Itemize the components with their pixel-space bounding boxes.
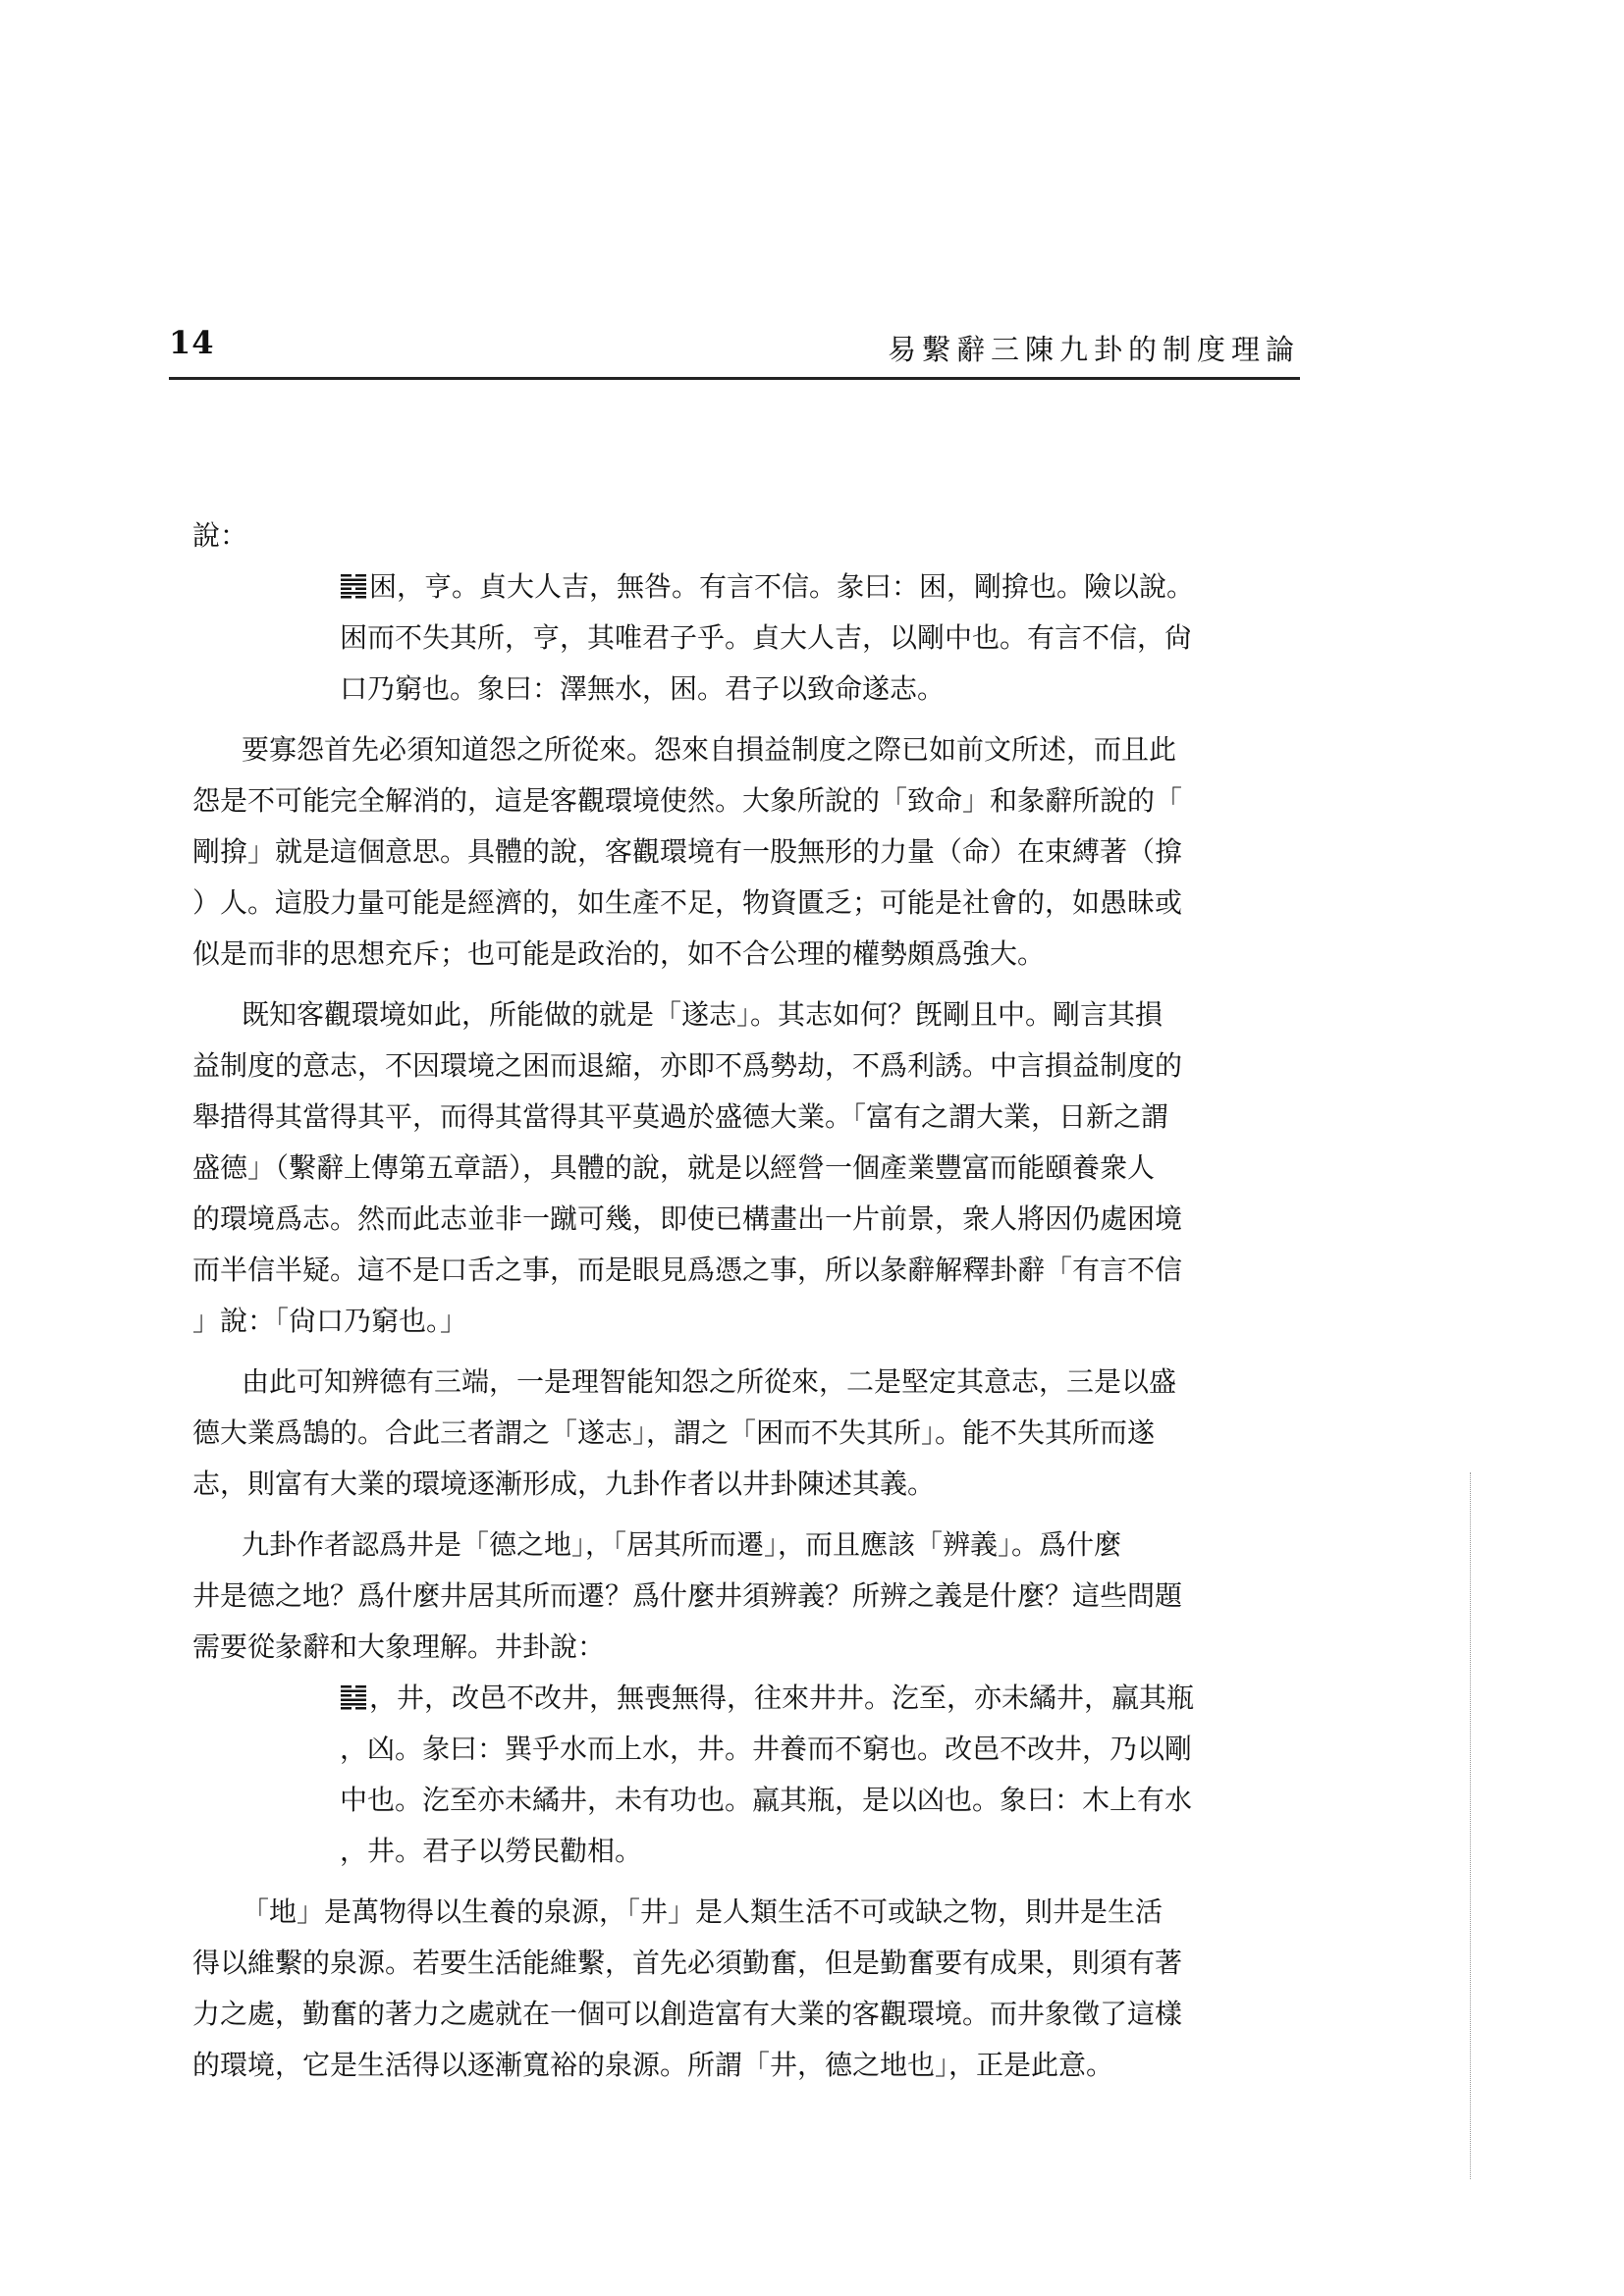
paragraph-gap — [192, 980, 1253, 989]
hexagram-kun-icon — [340, 573, 367, 599]
quote-line-with-hexagram — [192, 561, 1253, 613]
text-line: 似是而非的思想充斥；也可能是政治的，如不合公理的權勢頗爲強大。 — [192, 937, 1046, 970]
paragraph-first-line: 「地」是萬物得以生養的泉源，「井」是人類生活不可或缺之物，則井是生活 — [242, 1896, 1164, 1928]
quote-line: 困而不失其所，亨，其唯君子乎。貞大人吉，以剛中也。有言不信，尙 — [340, 621, 1193, 654]
paragraph-gap — [192, 715, 1253, 724]
text-line: 益制度的意志，不因環境之困而退縮，亦即不爲勢劫，不爲利誘。中言損益制度的 — [192, 1049, 1183, 1082]
text-line: 說： — [192, 519, 248, 552]
text-line: ）人。這股力量可能是經濟的，如生產不足，物資匱乏；可能是社會的，如愚昧或 — [192, 886, 1183, 919]
text-line: 力之處，勤奮的著力之處就在一個可以創造富有大業的客觀環境。而井象徵了這樣 — [192, 1998, 1183, 2030]
quote-line: 口乃窮也。象曰：澤無水，困。君子以致命遂志。 — [340, 672, 946, 705]
text-line: 盛德」（繫辭上傳第五章語），具體的說，就是以經營一個產業豐富而能頤養衆人 — [192, 1151, 1156, 1184]
quote-text: ，井，改邑不改井，無喪無得，往來井井。汔至，亦未繘井，羸其瓶 — [369, 1682, 1195, 1714]
scan-margin-line — [1470, 1472, 1471, 2179]
text-line: 志，則富有大業的環境逐漸形成，九卦作者以井卦陳述其義。 — [192, 1468, 936, 1500]
running-head — [169, 320, 1300, 377]
paragraph-first-line: 九卦作者認爲井是「德之地」，「居其所而遷」，而且應該「辨義」。爲什麼 — [242, 1528, 1122, 1561]
paragraph-first-line: 要寡怨首先必須知道怨之所從來。怨來自損益制度之際已如前文所述，而且此 — [242, 733, 1177, 766]
text-line: 而半信半疑。這不是口舌之事，而是眼見爲憑之事，所以彖辭解釋卦辭「有言不信 — [192, 1254, 1183, 1286]
paragraph-gap — [192, 1510, 1253, 1520]
quote-line: ，凶。彖曰：巽乎水而上水，井。井養而不窮也。改邑不改井，乃以剛 — [340, 1733, 1193, 1765]
quote-line-with-hexagram — [192, 1673, 1253, 1724]
paragraph-gap — [192, 1347, 1253, 1357]
text-line: 的環境爲志。然而此志並非一蹴可幾，即使已構畫出一片前景，衆人將因仍處困境 — [192, 1202, 1183, 1235]
text-line: 需要從彖辭和大象理解。井卦說： — [192, 1630, 606, 1663]
text-line: 得以維繫的泉源。若要生活能維繫，首先必須勤奮，但是勤奮要有成果，則須有著 — [192, 1947, 1183, 1979]
text-line: 剛揜」就是這個意思。具體的說，客觀環境有一股無形的力量（命）在束縛著（揜 — [192, 835, 1183, 868]
header-rule — [169, 377, 1300, 380]
quote-line: 中也。汔至亦未繘井，未有功也。羸其瓶，是以凶也。象曰：木上有水 — [340, 1784, 1193, 1816]
page-number: 14 — [169, 324, 215, 361]
text-line: 怨是不可能完全解消的，這是客觀環境使然。大象所說的「致命」和彖辭所說的「 — [192, 784, 1183, 817]
text-line: 」說：「尙口乃窮也。」 — [192, 1305, 468, 1337]
quote-line: ，井。君子以勞民勸相。 — [340, 1835, 643, 1867]
text-line: 井是德之地？爲什麼井居其所而遷？爲什麼井須辨義？所辨之義是什麼？這些問題 — [192, 1579, 1183, 1612]
text-line: 德大業爲鵠的。合此三者謂之「遂志」，謂之「困而不失其所」。能不失其所而遂 — [192, 1416, 1156, 1449]
book-title: 易繫辭三陳九卦的制度理論 — [887, 333, 1300, 366]
text-line: 舉措得其當得其平，而得其當得其平莫過於盛德大業。「富有之謂大業，日新之謂 — [192, 1100, 1169, 1133]
paragraph-gap — [192, 1877, 1253, 1887]
text-line: 的環境，它是生活得以逐漸寬裕的泉源。所謂「井，德之地也」，正是此意。 — [192, 2049, 1114, 2081]
hexagram-jing-icon — [340, 1684, 367, 1710]
quote-text: 困，亨。貞大人吉，無咎。有言不信。彖曰：困，剛揜也。險以說。 — [369, 570, 1195, 603]
paragraph-first-line: 既知客觀環境如此，所能做的就是「遂志」。其志如何？旣剛且中。剛言其損 — [242, 998, 1164, 1031]
paragraph-first-line: 由此可知辨德有三端，一是理智能知怨之所從來，二是堅定其意志，三是以盛 — [242, 1365, 1177, 1398]
body-text — [192, 510, 1253, 2091]
